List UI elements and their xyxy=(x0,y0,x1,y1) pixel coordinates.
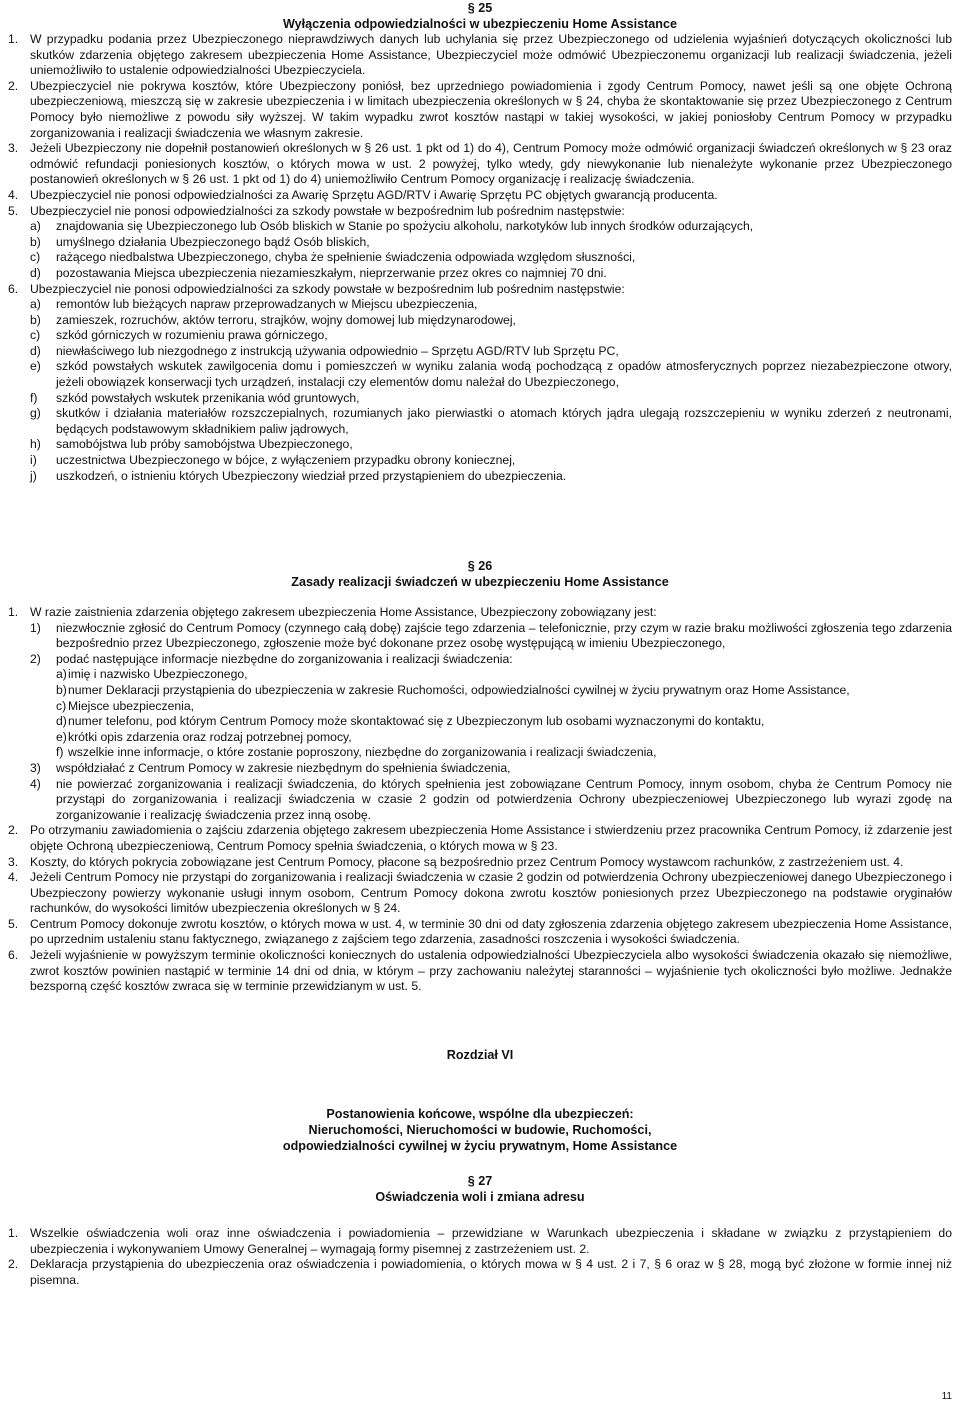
list-subitem: 3) współdziałać z Centrum Pomocy w zakresie niezbędnym do spełnienia świadczenia, xyxy=(30,760,511,775)
list-subitem: i) uczestnictwa Ubezpieczonego w bójce, z wyłączeniem przypadku obrony koniecznej, xyxy=(30,453,516,468)
list-item: 2. Po otrzymaniu zawiadomienia o zajściu zdarzenia objętego zakresem ubezpieczenia Home Assistance i stwierdzeniu przez pracownika Centrum Pomocy, iż zdarzenie jest objęte Ochroną ubezpieczeniową, Centrum Pomocy spełnia świadczenia, o których mowa w § 23. xyxy=(8,823,952,853)
section-25-body xyxy=(8,32,952,484)
section-27-title: Oświadczenia woli i zmiana adresu xyxy=(375,1190,585,1204)
list-subitem: f) szkód powstałych wskutek przenikania wód gruntowych, xyxy=(30,390,360,405)
list-item: 6. Jeżeli wyjaśnienie w powyższym terminie okoliczności koniecznych do ustalenia odpowiedzialności Ubezpieczyciela albo wysokości świadczenia okazało się niemożliwe, zwrot kosztów powinien nastąpić w terminie 14 dni od dnia, w którym – przy zachowaniu należytej staranności – wyjaśnienie tych okoliczności było możliwe. Jednakże bezsporną część kosztów zwraca się w terminie przewidzianym w ust. 5. xyxy=(8,948,952,994)
list-item: 6. Ubezpieczyciel nie ponosi odpowiedzialności za szkody powstałe w bezpośrednim lub pośrednim następstwie: xyxy=(8,281,625,296)
list-item: 4. Jeżeli Centrum Pomocy nie przystąpi do zorganizowania i realizacji świadczenia w czasie 2 godzin od potwierdzenia Ochrony ubezpieczeniowej danego Ubezpieczonego i Ubezpieczony powierzy wykonanie usługi innym osobom, Centrum Pomocy dokona zwrotu kosztów poniesionych przez Ubezpieczonego na podstawie oryginałów rachunków, do wysokości limitów ubezpieczenia określonych w § 24. xyxy=(8,870,952,916)
list-subitem: 2) podać następujące informacje niezbędne do zorganizowania i realizacji świadczenia: xyxy=(30,651,513,666)
chapter-subtitle-line: odpowiedzialności cywilnej w życiu prywatnym, Home Assistance xyxy=(282,1139,678,1153)
list-subitem: e) szkód powstałych wskutek zawilgocenia domu i pomieszczeń w wyniku zalania wodą pochodzącą z opadów atmosferycznych poprzez niezabezpieczone otwory, jeżeli obowiązek konserwacji tych urządzeń, instalacji czy elementów domu należał do Ubezpieczonego, xyxy=(30,359,952,390)
list-subitem: 4) nie powierzać zorganizowania i realizacji świadczenia, do których spełnienia jest zobowiązane Centrum Pomocy, innym osobom, chyba że Centrum Pomocy nie przystąpi do zorganizowania i realizacji świadczenia w czasie 2 godzin od potwierdzenia Ochrony ubezpieczeniowej Ubezpieczonego lub wyrazi zgodę na zorganizowanie i realizację świadczenia przez inną osobę. xyxy=(30,776,952,822)
list-subitem: h) samobójstwa lub próby samobójstwa Ubezpieczonego, xyxy=(30,437,353,452)
list-subsubitem: f) wszelkie inne informacje, o które zostanie poproszony, niezbędne do zorganizowania i realizacji świadczenia, xyxy=(56,745,657,760)
section-26-number: § 26 xyxy=(467,559,493,573)
list-item: 1. W przypadku podania przez Ubezpieczonego nieprawdziwych danych lub uchylania się przez Ubezpieczonego od udzielenia wyjaśnień dotyczących okoliczności lub skutków zdarzenia objętego zakresem ubezpieczenia Home Assistance, Ubezpieczyciel może odmówić Ubezpieczonemu organizacji lub realizacji świadczenia, jeżeli uniemożliwiło to ustalenie odpowiedzialności Ubezpieczyciela. xyxy=(8,32,952,78)
list-subitem: g) skutków i działania materiałów rozszczepialnych, rozumianych jako pierwiastki o atomach których jądra ulegają rozszczepieniu w wyniku zderzeń z neutronami, będących podstawowym składnikiem paliw jądrowych, xyxy=(30,406,952,436)
page-number: 11 xyxy=(941,1391,952,1402)
section-25 xyxy=(0,0,960,32)
section-25-title: Wyłączenia odpowiedzialności w ubezpieczeniu Home Assistance xyxy=(282,17,677,31)
list-subsubitem: c) Miejsce ubezpieczenia, xyxy=(56,698,195,713)
section-27-body xyxy=(8,1226,952,1288)
list-item: 1. Wszelkie oświadczenia woli oraz inne oświadczenia i powiadomienia – przewidziane w Warunkach ubezpieczenia i składane w związku z przystąpieniem do ubezpieczenia i wykonywaniem Umowy Generalnej – wymagają formy pisemnej z zastrzeżeniem ust. 2. xyxy=(8,1226,952,1256)
list-subitem: a) znajdowania się Ubezpieczonego lub Osób bliskich w Stanie po spożyciu alkoholu, narkotyków lub innych środków odurzających, xyxy=(30,219,754,234)
list-item: 5. Centrum Pomocy dokonuje zwrotu kosztów, o których mowa w ust. 4, w terminie 30 dni od daty zgłoszenia zdarzenia objętego zakresem ubezpieczenia Home Assistance, po uprzednim ustaleniu stanu faktycznego, związanego z zajściem tego zdarzenia, zasadności roszczenia i wysokości świadczenia. xyxy=(8,916,952,947)
list-subitem: d) niewłaściwego lub niezgodnego z instrukcją używania odpowiednio – Sprzętu AGD/RTV lub Sprzętu PC, xyxy=(30,343,619,358)
list-subsubitem: b) numer Deklaracji przystąpienia do ubezpieczenia w zakresie Ruchomości, odpowiedzialności cywilnej w życiu prywatnym oraz Home Assistance, xyxy=(56,682,850,697)
list-item: 2. Deklaracja przystąpienia do ubezpieczenia oraz oświadczenia i powiadomienia, o których mowa w § 4 ust. 2 i 7, § 6 oraz w § 28, mogą być złożone w formie innej niż pisemna. xyxy=(8,1257,952,1287)
list-subitem: b) zamieszek, rozruchów, aktów terroru, strajków, wojny domowej lub międzynarodowej, xyxy=(30,312,516,327)
section-26-body xyxy=(8,605,952,995)
list-subsubitem: a) imię i nazwisko Ubezpieczonego, xyxy=(56,667,248,682)
list-subitem: c) szkód górniczych w rozumieniu prawa górniczego, xyxy=(30,328,328,343)
section-27-number: § 27 xyxy=(467,1174,493,1188)
list-item: 5. Ubezpieczyciel nie ponosi odpowiedzialności za szkody powstałe w bezpośrednim lub pośrednim następstwie: xyxy=(8,203,625,218)
list-item: 2. Ubezpieczyciel nie pokrywa kosztów, które Ubezpieczony poniósł, bez uprzedniego powiadomienia i zgody Centrum Pomocy, nawet jeśli są one objęte Ochroną ubezpieczeniową, mieszczą się w zakresie ubezpieczenia i w limitach ubezpieczenia określonych w § 24, chyba że skontaktowanie się przez Ubezpieczonego z Centrum Pomocy było niemożliwe z powodu siły wyższej. W takim wypadku zwrot kosztów nastąpi w takiej wysokości, w jakiej poniosłoby Centrum Pomocy w przypadku zorganizowania i realizacji świadczenia we własnym zakresie. xyxy=(8,78,952,140)
list-item: 3. Koszty, do których pokrycia zobowiązane jest Centrum Pomocy, płacone są bezpośrednio przez Centrum Pomocy wystawcom rachunków, z zastrzeżeniem ust. 4. xyxy=(8,854,904,869)
section-26-title: Zasady realizacji świadczeń w ubezpieczeniu Home Assistance xyxy=(291,575,669,589)
list-subitem: d) pozostawania Miejsca ubezpieczenia niezamieszkałym, nieprzerwanie przez okres co najmniej 70 dni. xyxy=(30,265,607,280)
chapter-subtitle-line: Postanowienia końcowe, wspólne dla ubezpieczeń: xyxy=(326,1107,634,1121)
list-item: 3. Jeżeli Ubezpieczony nie dopełnił postanowień określonych w § 26 ust. 1 pkt od 1) do 4), Centrum Pomocy może odmówić organizacji świadczeń określonych w § 23 oraz odmówić refundacji poniesionych kosztów, o których mowa w ust. 2 powyżej, tylko wtedy, gdy niewykonanie lub nienależyte wykonanie przez Ubezpieczonego postanowień określonych w § 26 ust. 1 pkt od 1) do 4) uniemożliwiło Centrum Pomocy organizację i realizację świadczenia. xyxy=(8,141,952,187)
chapter-title: Rozdział VI xyxy=(446,1048,514,1062)
list-subitem: a) remontów lub bieżących napraw przeprowadzanych w Miejscu ubezpieczenia, xyxy=(30,297,478,312)
section-27 xyxy=(0,1173,960,1205)
list-subitem: j) uszkodzeń, o istnieniu których Ubezpieczony wiedział przed przystąpieniem do ubezpieczenia. xyxy=(30,468,567,483)
chapter-heading xyxy=(0,1047,960,1063)
list-subitem: b) umyślnego działania Ubezpieczonego bądź Osób bliskich, xyxy=(30,234,370,249)
section-25-number: § 25 xyxy=(467,1,493,15)
list-subitem: 1) niezwłocznie zgłosić do Centrum Pomocy (czynnego całą dobę) zajście tego zdarzenia – telefonicznie, przy czym w razie braku możliwości zgłoszenia tego zdarzenia bezpośrednio przez Ubezpieczonego, zgłoszenie może być dokonane przez osobę występującą w imieniu Ubezpieczonego, xyxy=(30,620,952,651)
section-26 xyxy=(0,558,960,590)
list-item: 1. W razie zaistnienia zdarzenia objętego zakresem ubezpieczenia Home Assistance, Ubezpieczony zobowiązany jest: xyxy=(8,605,657,619)
list-subitem: c) rażącego niedbalstwa Ubezpieczonego, chyba że spełnienie świadczenia odpowiada względom słuszności, xyxy=(30,250,636,265)
list-subsubitem: d) numer telefonu, pod którym Centrum Pomocy może skontaktować się z Ubezpieczonym lub osobami wyznaczonymi do kontaktu, xyxy=(56,714,765,729)
list-item: 4. Ubezpieczyciel nie ponosi odpowiedzialności za Awarię Sprzętu AGD/RTV i Awarię Sprzętu PC objętych gwarancją producenta. xyxy=(8,187,718,202)
list-subsubitem: e) krótki opis zdarzenia oraz rodzaj potrzebnej pomocy, xyxy=(56,729,352,744)
chapter-subtitle xyxy=(0,1106,960,1154)
chapter-subtitle-line: Nieruchomości, Nieruchomości w budowie, Ruchomości, xyxy=(308,1123,652,1137)
